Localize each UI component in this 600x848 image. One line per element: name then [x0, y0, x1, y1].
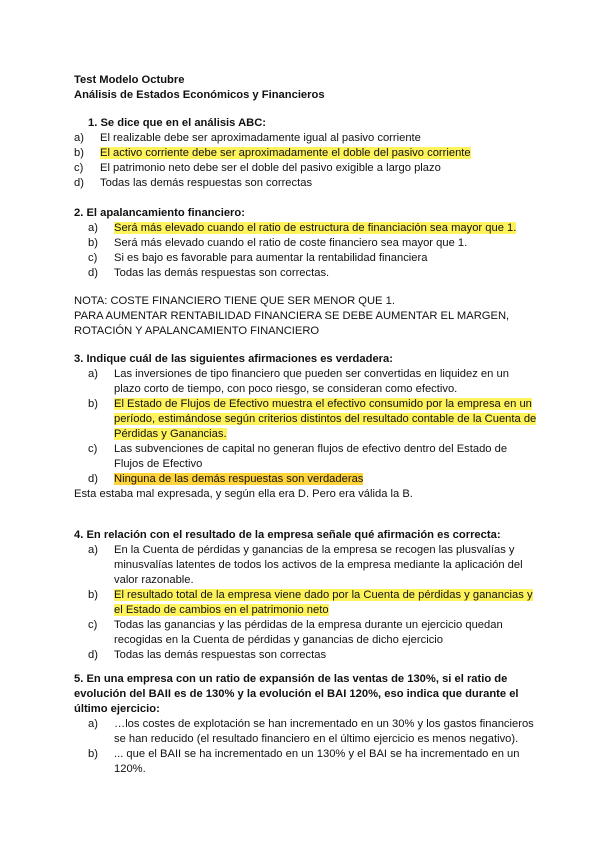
question-2: [74, 206, 534, 281]
question-2-title: 2. El apalancamiento financiero:: [74, 207, 245, 219]
note-block: [74, 294, 534, 339]
option-text: recogidas en la Cuenta de pérdidas y ganancias de dicho ejercicio: [114, 634, 443, 646]
question-3-title: 3. Indique cuál de las siguientes afirmaciones es verdadera:: [74, 353, 393, 365]
option-text-highlighted: el Estado de cambios en el patrimonio neto: [114, 604, 329, 616]
option-text: 120%.: [114, 763, 146, 775]
note-line-2: PARA AUMENTAR RENTABILIDAD FINANCIERA SE DEBE AUMENTAR EL MARGEN,: [74, 310, 510, 322]
option-text: Todas las demás respuestas son correctas.: [114, 267, 330, 279]
question-1-option-c: [74, 161, 534, 176]
option-letter: c): [88, 443, 98, 455]
option-text: Todas las demás respuestas son correctas: [114, 649, 327, 661]
header-title: Test Modelo Octubre: [74, 74, 185, 86]
option-letter: b): [88, 748, 98, 760]
option-letter: b): [74, 147, 84, 159]
option-text: Flujos de Efectivo: [114, 458, 203, 470]
option-text: Si es bajo es favorable para aumentar la rentabilidad financiera: [114, 252, 428, 264]
question-5-option-a: [88, 717, 534, 747]
question-1-option-b: [74, 146, 534, 161]
option-text-highlighted: período, estimándose según criterios distintos del resultado contable de la Cuenta de: [114, 413, 537, 425]
option-letter: b): [88, 237, 98, 249]
question-2-option-b: [88, 236, 534, 251]
question-3-comment: Esta estaba mal expresada, y según ella era D. Pero era válida la B.: [74, 488, 413, 500]
question-4-option-c: [88, 618, 534, 648]
note-line-1: NOTA: COSTE FINANCIERO TIENE QUE SER MENOR QUE 1.: [74, 295, 395, 307]
option-letter: d): [88, 473, 98, 485]
option-letter: d): [74, 177, 84, 189]
question-5-title: 5. En una empresa con un ratio de expansión de las ventas de 130%, si el ratio de: [74, 673, 508, 685]
question-2-option-a: [88, 221, 534, 236]
option-text-highlighted: El resultado total de la empresa viene dado por la Cuenta de pérdidas y ganancias y: [114, 589, 533, 601]
option-text: Será más elevado cuando el ratio de coste financiero sea mayor que 1.: [114, 237, 468, 249]
question-1-option-d: [74, 176, 534, 191]
option-letter: b): [88, 589, 98, 601]
document-header: [74, 73, 534, 103]
question-5-option-b: [88, 747, 534, 777]
question-3-option-b: [88, 397, 537, 442]
question-1-title: 1. Se dice que en el análisis ABC:: [88, 117, 267, 129]
question-4-option-b: [88, 588, 534, 618]
option-letter: a): [88, 718, 98, 730]
option-letter: a): [88, 544, 98, 556]
question-1: [74, 116, 534, 191]
option-text-highlighted: Ninguna de las demás respuestas son verdaderas: [114, 473, 364, 485]
option-text-highlighted: El activo corriente debe ser aproximadamente el doble del pasivo corriente: [100, 147, 471, 159]
option-letter: a): [74, 132, 84, 144]
question-3-option-c: [88, 442, 534, 472]
question-3-option-d: [88, 472, 534, 487]
option-letter: a): [88, 368, 98, 380]
question-4-title: 4. En relación con el resultado de la empresa señale qué afirmación es correcta:: [74, 529, 501, 541]
option-letter: b): [88, 398, 98, 410]
question-3: [74, 352, 537, 502]
question-1-option-a: [74, 131, 534, 146]
option-text: El realizable debe ser aproximadamente igual al pasivo corriente: [100, 132, 421, 144]
option-letter: a): [88, 222, 98, 234]
option-text: valor razonable.: [114, 574, 194, 586]
option-text: ... que el BAII se ha incrementado en un 130% y el BAI se ha incrementado en un: [114, 748, 520, 760]
option-text-highlighted: El Estado de Flujos de Efectivo muestra el efectivo consumido por la empresa en un: [114, 398, 532, 410]
option-text: plazo corto de tiempo, con poco riesgo, se consideran como efectivo.: [114, 383, 458, 395]
option-text-highlighted: Pérdidas y Ganancias.: [114, 428, 227, 440]
option-text: En la Cuenta de pérdidas y ganancias de la empresa se recogen las plusvalías y: [114, 544, 515, 556]
option-letter: c): [74, 162, 84, 174]
note-line-3: ROTACIÓN Y APALANCAMIENTO FINANCIERO: [74, 325, 320, 337]
option-letter: d): [88, 267, 98, 279]
header-subtitle: Análisis de Estados Económicos y Financieros: [74, 89, 325, 101]
option-letter: c): [88, 252, 98, 264]
option-text: …los costes de explotación se han incrementado en un 30% y los gastos financieros: [114, 718, 534, 730]
question-3-option-a: [88, 367, 534, 397]
option-letter: c): [88, 619, 98, 631]
question-4-option-a: [88, 543, 534, 588]
option-text: Todas las demás respuestas son correctas: [100, 177, 313, 189]
question-5: [74, 672, 534, 777]
question-5-title: evolución del BAII es de 130% y la evolución el BAI 120%, eso indica que durante el: [74, 688, 519, 700]
option-text-highlighted: Será más elevado cuando el ratio de estructura de financiación sea mayor que 1.: [114, 222, 517, 234]
question-5-title: último ejercicio:: [74, 703, 160, 715]
question-2-option-d: [88, 266, 534, 281]
option-text: minusvalías latentes de todos los activos de la empresa mediante la aplicación del: [114, 559, 523, 571]
question-4-option-d: [88, 648, 534, 663]
option-text: El patrimonio neto debe ser el doble del pasivo exigible a largo plazo: [100, 162, 441, 174]
option-text: se han reducido (el resultado financiero en el último ejercicio es menos negativo).: [114, 733, 519, 745]
question-2-option-c: [88, 251, 534, 266]
question-4: [74, 528, 534, 663]
option-text: Todas las ganancias y las pérdidas de la empresa durante un ejercicio quedan: [114, 619, 503, 631]
option-text: Las subvenciones de capital no generan flujos de efectivo dentro del Estado de: [114, 443, 508, 455]
option-text: Las inversiones de tipo financiero que pueden ser convertidas en liquidez en un: [114, 368, 509, 380]
option-letter: d): [88, 649, 98, 661]
